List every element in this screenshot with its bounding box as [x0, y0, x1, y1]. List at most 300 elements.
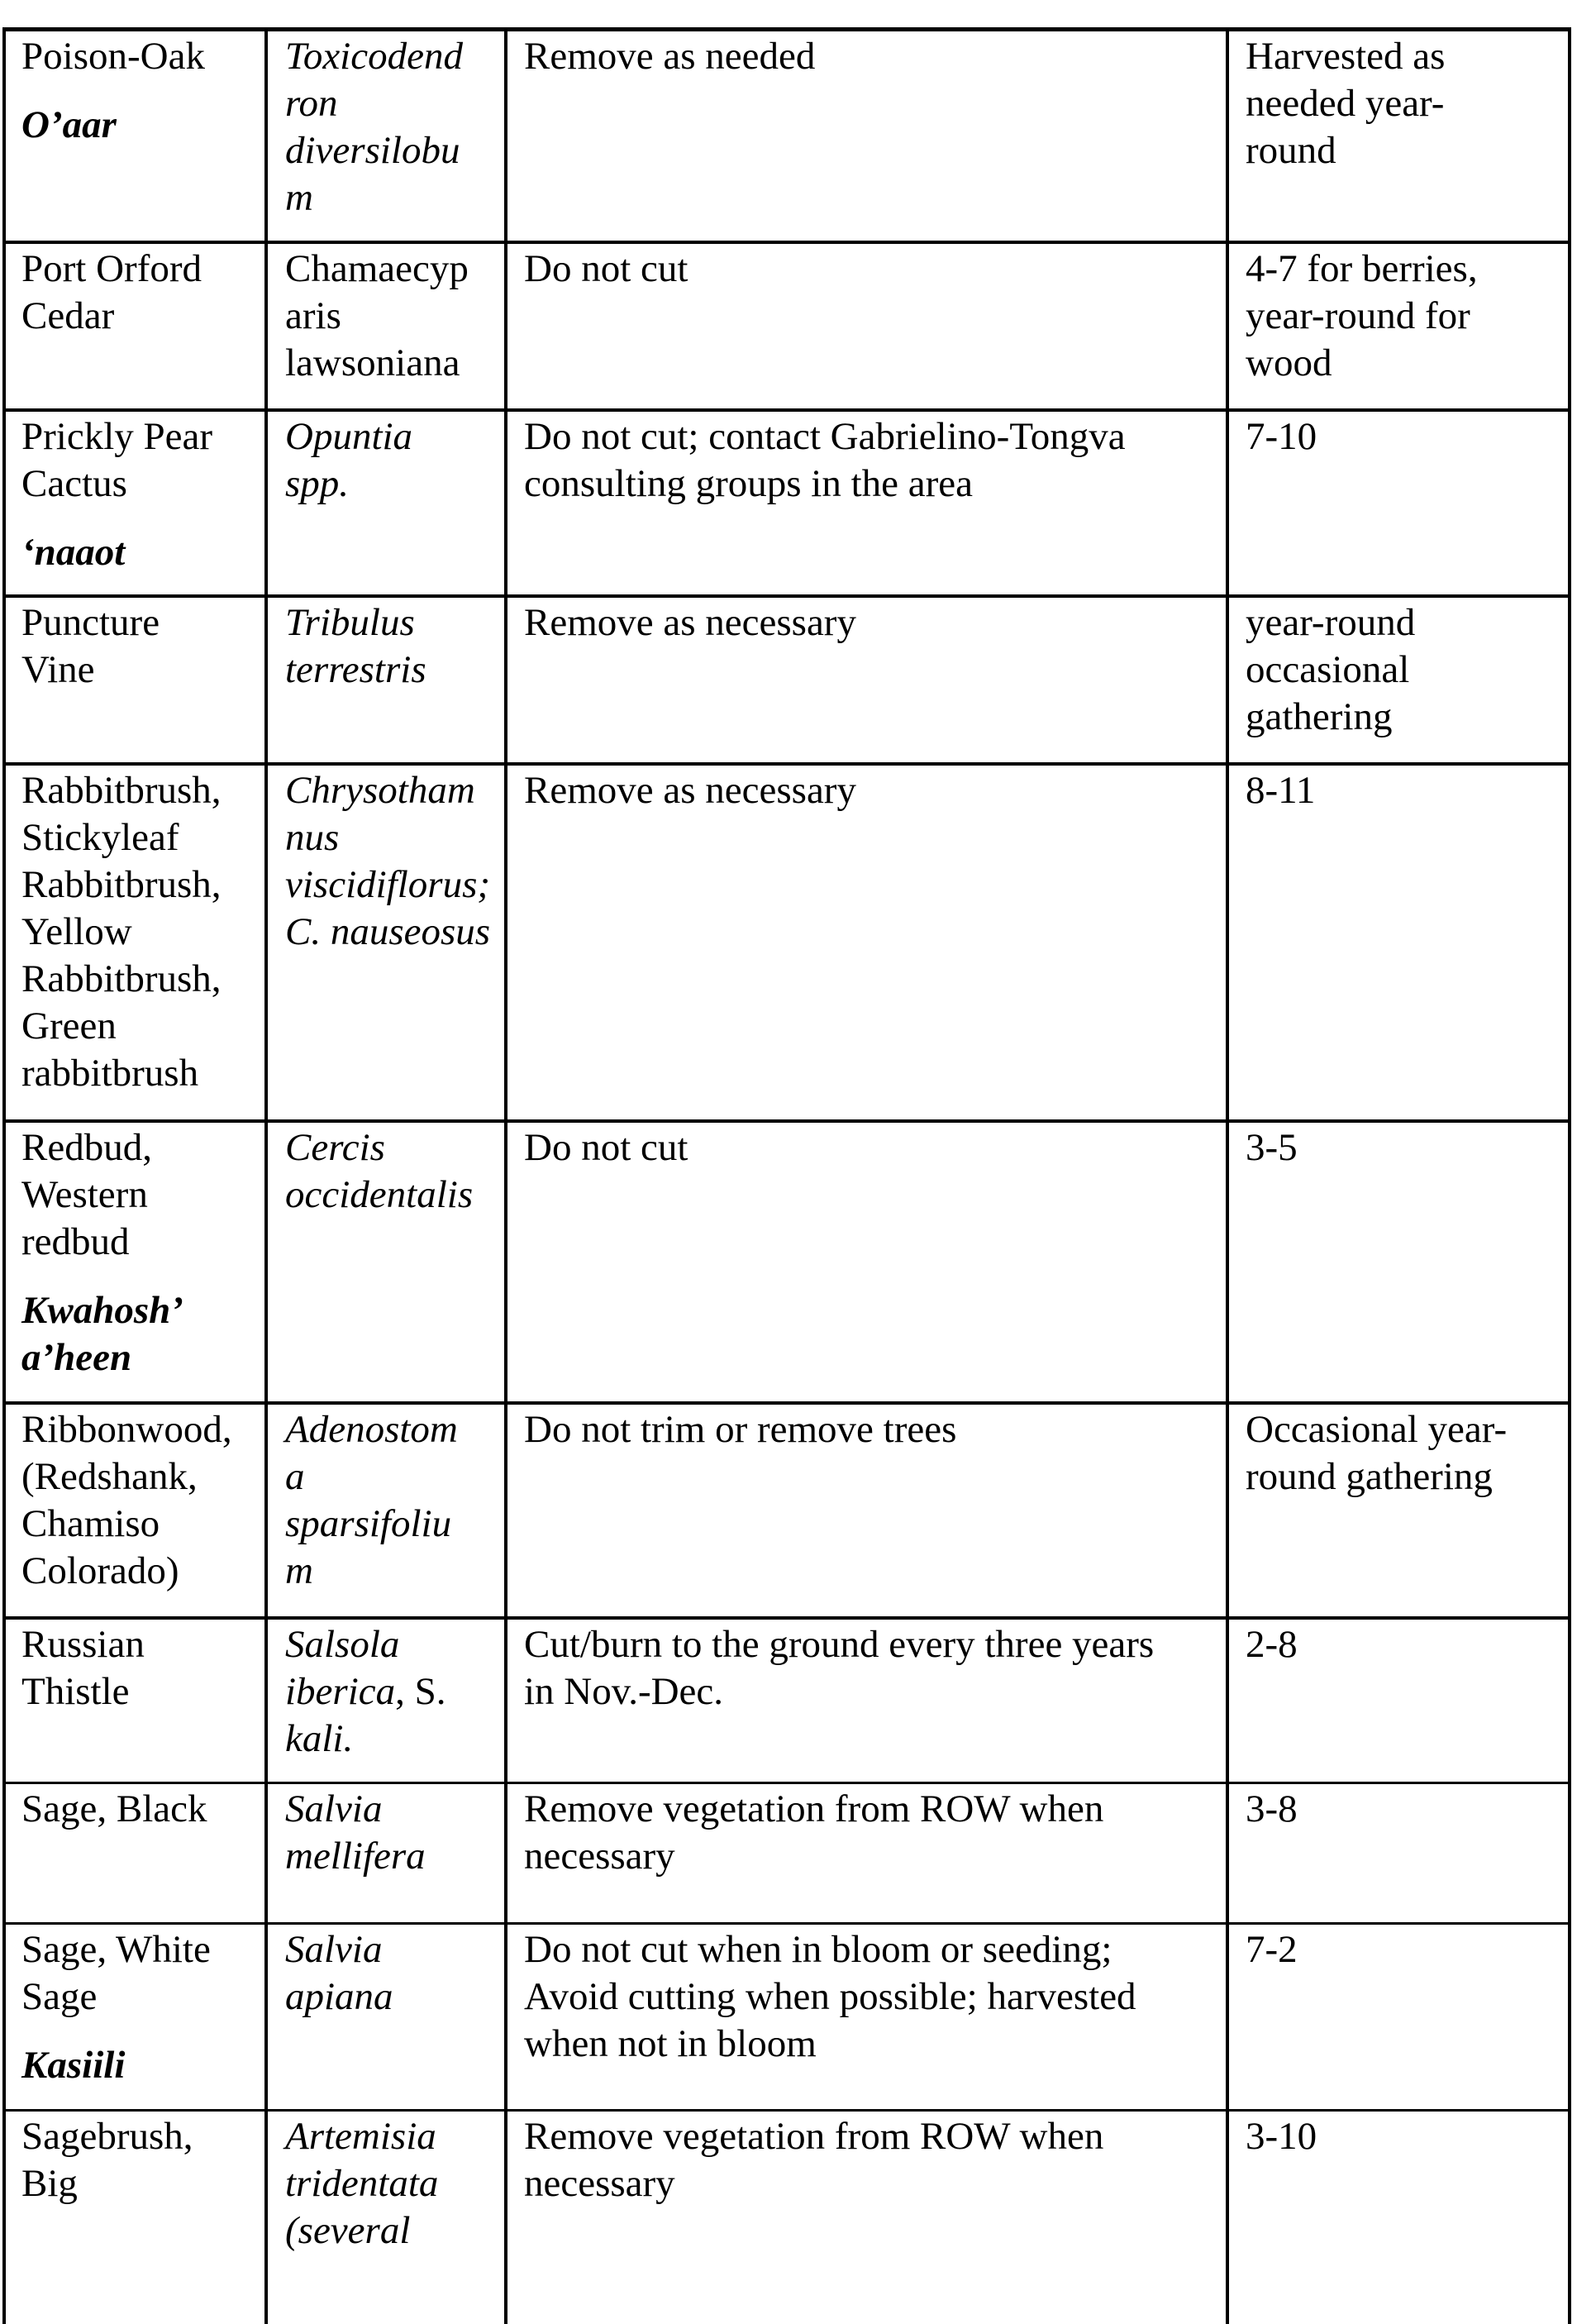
cell-text: Artemisia — [285, 2115, 436, 2158]
table-row — [2, 1616, 1571, 1782]
cell-line — [285, 1973, 504, 2021]
cell-text: Cactus — [21, 462, 127, 505]
cell-text: Ribbonwood, — [21, 1408, 232, 1451]
cell-line — [21, 413, 264, 461]
cell-paragraph — [524, 1926, 1226, 2068]
cell-text: round gathering — [1246, 1455, 1493, 1498]
table-row — [2, 762, 1571, 1119]
cell-line — [285, 1668, 504, 1716]
cell-text: kali. — [285, 1717, 354, 1760]
cell-line — [21, 1501, 264, 1548]
cell-line — [21, 293, 264, 340]
cell-text: gathering — [1246, 695, 1393, 738]
common-name-cell — [2, 31, 264, 241]
cell-line — [1246, 80, 1568, 127]
table-row — [2, 1922, 1571, 2109]
cell-paragraph — [1246, 1406, 1568, 1501]
common-name-cell — [2, 1925, 264, 2109]
cell-text: 4-7 for berries, — [1246, 247, 1478, 290]
cell-line — [524, 767, 1226, 814]
scientific-name-cell — [264, 1620, 504, 1782]
cell-line — [21, 1219, 264, 1266]
cell-line — [1246, 1124, 1568, 1172]
cell-text: mellifera — [285, 1835, 426, 1878]
cell-text: Prickly Pear — [21, 415, 213, 458]
cell-paragraph — [285, 1786, 504, 1880]
cell-line — [1246, 33, 1568, 80]
cell-text: spp. — [285, 462, 350, 505]
common-name-cell — [2, 766, 264, 1119]
cell-paragraph — [21, 1124, 264, 1266]
cell-paragraph — [1246, 413, 1568, 461]
cell-paragraph — [524, 33, 1226, 80]
cell-text: Rabbitbrush, — [21, 863, 222, 906]
cell-text: m — [285, 176, 313, 219]
cell-line — [524, 1406, 1226, 1453]
cell-line — [285, 246, 504, 293]
cell-text: Remove as necessary — [524, 769, 856, 812]
cell-text: Cedar — [21, 294, 115, 337]
cell-line — [285, 174, 504, 222]
cell-line — [285, 814, 504, 861]
cell-line — [1246, 1406, 1568, 1453]
cell-paragraph — [285, 599, 504, 694]
cell-text: sparsifoliu — [285, 1502, 452, 1545]
management-guidance-cell — [504, 1123, 1226, 1401]
cell-line — [524, 1621, 1226, 1668]
management-guidance-cell — [504, 2112, 1226, 2324]
cell-line — [285, 461, 504, 508]
cell-paragraph — [285, 1716, 504, 1763]
cell-line — [524, 1833, 1226, 1880]
cell-paragraph — [285, 767, 504, 861]
cell-text: ron — [285, 82, 338, 125]
cell-line — [1246, 647, 1568, 694]
scientific-name-cell — [264, 598, 504, 762]
common-name-cell — [2, 2112, 264, 2324]
cell-line — [285, 127, 504, 174]
cell-text: consulting groups in the area — [524, 462, 973, 505]
management-guidance-cell — [504, 31, 1226, 241]
table-row — [2, 1119, 1571, 1401]
cell-text: Puncture — [21, 601, 160, 644]
harvest-period-cell — [1226, 2112, 1571, 2324]
cell-line — [524, 413, 1226, 461]
cell-line — [285, 1501, 504, 1548]
cell-text: Big — [21, 2162, 78, 2205]
cell-line — [21, 814, 264, 861]
table-row — [2, 408, 1571, 594]
cell-line — [285, 340, 504, 387]
cell-line — [21, 909, 264, 956]
cell-text: 3-5 — [1246, 1126, 1298, 1169]
cell-paragraph — [21, 413, 264, 508]
cell-line — [21, 1973, 264, 2021]
cell-line — [21, 1621, 264, 1668]
cell-text: Sage — [21, 1975, 98, 2018]
cell-text: Remove vegetation from ROW when — [524, 1787, 1104, 1830]
cell-text: (Redshank, — [21, 1455, 198, 1498]
cell-line — [21, 102, 264, 149]
cell-paragraph — [21, 2042, 264, 2089]
cell-text: Opuntia — [285, 415, 413, 458]
cell-text: wood — [1246, 341, 1332, 384]
scientific-name-cell — [264, 1123, 504, 1401]
cell-line — [524, 1668, 1226, 1716]
cell-text: Do not trim or remove trees — [524, 1408, 957, 1451]
cell-text: 7-10 — [1246, 415, 1317, 458]
common-name-cell — [2, 1405, 264, 1616]
cell-paragraph — [1246, 1786, 1568, 1833]
cell-text: occidentalis — [285, 1173, 474, 1216]
common-name-cell — [2, 244, 264, 408]
cell-line — [21, 33, 264, 80]
cell-paragraph — [524, 1406, 1226, 1453]
cell-paragraph — [21, 1406, 264, 1595]
cell-text: Salvia — [285, 1928, 383, 1971]
common-name-cell — [2, 1123, 264, 1401]
cell-text: lawsoniana — [285, 341, 460, 384]
cell-line — [21, 1548, 264, 1595]
table-row — [2, 241, 1571, 408]
management-guidance-cell — [504, 598, 1226, 762]
table-row — [2, 594, 1571, 762]
cell-paragraph — [524, 1621, 1226, 1716]
cell-paragraph — [21, 767, 264, 1097]
management-guidance-cell — [504, 1784, 1226, 1922]
cell-text: C. nauseosus — [285, 910, 491, 953]
cell-line — [21, 1926, 264, 1973]
cell-line — [21, 1050, 264, 1097]
cell-line — [21, 1287, 264, 1334]
cell-text: 8-11 — [1246, 769, 1316, 812]
cell-paragraph — [21, 529, 264, 576]
cell-paragraph — [285, 1621, 504, 1668]
cell-text: Remove as needed — [524, 35, 816, 78]
cell-line — [1246, 599, 1568, 647]
cell-text: Do not cut — [524, 1126, 688, 1169]
cell-text: Occasional year- — [1246, 1408, 1508, 1451]
cell-line — [524, 2160, 1226, 2207]
cell-line — [21, 861, 264, 909]
cell-paragraph — [1246, 599, 1568, 741]
cell-text: aris — [285, 294, 341, 337]
cell-line — [21, 2042, 264, 2089]
harvest-period-cell — [1226, 1925, 1571, 2109]
cell-text: Yellow — [21, 910, 132, 953]
scientific-name-cell — [264, 2112, 504, 2324]
harvest-period-cell — [1226, 244, 1571, 408]
table-row — [2, 2109, 1571, 2324]
cell-text: Salvia — [285, 1787, 383, 1830]
cell-paragraph — [21, 1287, 264, 1382]
cell-line — [524, 599, 1226, 647]
cell-paragraph — [1246, 1926, 1568, 1973]
cell-text: round — [1246, 129, 1336, 172]
cell-paragraph — [21, 102, 264, 149]
cell-line — [285, 1621, 504, 1668]
cell-line — [524, 1926, 1226, 1973]
cell-line — [285, 33, 504, 80]
cell-line — [1246, 293, 1568, 340]
cell-paragraph — [285, 2113, 504, 2255]
cell-line — [524, 246, 1226, 293]
cell-text: Cercis — [285, 1126, 385, 1169]
cell-text: Thistle — [21, 1670, 130, 1713]
cell-text: Green — [21, 1005, 117, 1047]
cell-line — [285, 2113, 504, 2160]
harvest-period-cell — [1226, 1123, 1571, 1401]
management-guidance-cell — [504, 1925, 1226, 2109]
cell-paragraph — [524, 413, 1226, 508]
management-guidance-cell — [504, 1620, 1226, 1782]
cell-line — [21, 1003, 264, 1050]
cell-text: necessary — [524, 2162, 675, 2205]
harvest-period-cell — [1226, 1405, 1571, 1616]
cell-paragraph — [21, 1621, 264, 1716]
management-guidance-cell — [504, 244, 1226, 408]
scientific-name-cell — [264, 1405, 504, 1616]
cell-text: Chamaecyp — [285, 247, 469, 290]
cell-text: terrestris — [285, 648, 426, 691]
cell-text: Remove as necessary — [524, 601, 856, 644]
cell-line — [285, 647, 504, 694]
cell-paragraph — [524, 246, 1226, 293]
cell-paragraph — [1246, 1124, 1568, 1172]
cell-line — [285, 909, 504, 956]
harvest-period-cell — [1226, 598, 1571, 762]
harvest-period-cell — [1226, 1784, 1571, 1922]
cell-line — [524, 33, 1226, 80]
cell-text: Avoid cutting when possible; harvested — [524, 1975, 1136, 2018]
cell-line — [21, 767, 264, 814]
cell-line — [285, 861, 504, 909]
cell-line — [21, 1172, 264, 1219]
cell-text: when not in bloom — [524, 2022, 817, 2065]
cell-line — [285, 1406, 504, 1453]
cell-line — [285, 293, 504, 340]
cell-text: Chrysotham — [285, 769, 475, 812]
cell-text: Western — [21, 1173, 148, 1216]
cell-paragraph — [21, 246, 264, 340]
cell-text: rabbitbrush — [21, 1052, 199, 1095]
cell-line — [1246, 1926, 1568, 1973]
cell-text: year-round — [1246, 601, 1416, 644]
cell-text: 3-8 — [1246, 1787, 1298, 1830]
cell-text: year-round for — [1246, 294, 1470, 337]
table-row — [2, 1401, 1571, 1616]
cell-line — [1246, 694, 1568, 741]
cell-text: Toxicodend — [285, 35, 463, 78]
cell-line — [1246, 340, 1568, 387]
harvest-period-cell — [1226, 1620, 1571, 1782]
cell-line — [21, 956, 264, 1003]
management-guidance-cell — [504, 766, 1226, 1119]
cell-paragraph — [285, 413, 504, 508]
cell-text: a’heen — [21, 1336, 132, 1379]
cell-line — [285, 1833, 504, 1880]
cell-paragraph — [1246, 33, 1568, 174]
cell-text: Tribulus — [285, 601, 415, 644]
cell-line — [524, 1786, 1226, 1833]
cell-text: Poison-Oak — [21, 35, 205, 78]
cell-text: viscidiflorus; — [285, 863, 491, 906]
cell-line — [21, 1124, 264, 1172]
cell-line — [21, 1668, 264, 1716]
harvest-period-cell — [1226, 412, 1571, 594]
cell-text: Sage, Black — [21, 1787, 207, 1830]
cell-text: Chamiso — [21, 1502, 160, 1545]
cell-text: diversilobu — [285, 129, 460, 172]
cell-paragraph — [1246, 1621, 1568, 1668]
cell-paragraph — [285, 1668, 504, 1716]
cell-text: a — [285, 1455, 305, 1498]
cell-paragraph — [524, 599, 1226, 647]
cell-line — [21, 1334, 264, 1382]
cell-text: Do not cut — [524, 247, 688, 290]
cell-line — [21, 2113, 264, 2160]
cell-paragraph — [21, 1786, 264, 1833]
scientific-name-cell — [264, 1925, 504, 2109]
cell-text: apiana — [285, 1975, 393, 2018]
cell-line — [21, 461, 264, 508]
cell-paragraph — [524, 1786, 1226, 1880]
cell-line — [1246, 127, 1568, 174]
cell-paragraph — [285, 33, 504, 222]
cell-text: (several — [285, 2209, 411, 2252]
scientific-name-cell — [264, 766, 504, 1119]
common-name-cell — [2, 412, 264, 594]
cell-line — [285, 767, 504, 814]
cell-paragraph — [524, 1124, 1226, 1172]
cell-line — [21, 1786, 264, 1833]
cell-line — [21, 2160, 264, 2207]
cell-text: redbud — [21, 1220, 130, 1263]
cell-line — [285, 1548, 504, 1595]
cell-line — [21, 1453, 264, 1501]
cell-text: Redbud, — [21, 1126, 152, 1169]
cell-line — [524, 2113, 1226, 2160]
cell-text: Sage, White — [21, 1928, 211, 1971]
cell-line — [21, 246, 264, 293]
cell-line — [21, 1406, 264, 1453]
cell-line — [524, 1973, 1226, 2021]
cell-text: Rabbitbrush, — [21, 769, 222, 812]
cell-text: O’aar — [21, 103, 117, 146]
cell-paragraph — [21, 599, 264, 694]
cell-paragraph — [1246, 246, 1568, 387]
cell-line — [1246, 767, 1568, 814]
cell-text: Russian — [21, 1623, 145, 1666]
cell-line — [21, 599, 264, 647]
cell-line — [1246, 1786, 1568, 1833]
management-guidance-cell — [504, 1405, 1226, 1616]
cell-line — [524, 461, 1226, 508]
cell-line — [285, 2160, 504, 2207]
cell-text: Colorado) — [21, 1549, 179, 1592]
cell-line — [1246, 1453, 1568, 1501]
table-row — [2, 27, 1571, 241]
cell-line — [1246, 1621, 1568, 1668]
cell-line — [285, 1172, 504, 1219]
cell-text: tridentata — [285, 2162, 439, 2205]
cell-text: necessary — [524, 1835, 675, 1878]
table-row — [2, 1782, 1571, 1922]
cell-text: Remove vegetation from ROW when — [524, 2115, 1104, 2158]
cell-line — [285, 1124, 504, 1172]
cell-text: Cut/burn to the ground every three years — [524, 1623, 1155, 1666]
cell-text: in Nov.-Dec. — [524, 1670, 724, 1713]
cell-paragraph — [524, 2113, 1226, 2207]
cell-paragraph — [285, 1406, 504, 1595]
cell-paragraph — [285, 246, 504, 387]
scientific-name-cell — [264, 412, 504, 594]
common-name-cell — [2, 598, 264, 762]
cell-paragraph — [285, 1926, 504, 2021]
cell-text: nus — [285, 816, 340, 859]
harvest-period-cell — [1226, 766, 1571, 1119]
cell-text: Do not cut when in bloom or seeding; — [524, 1928, 1112, 1971]
cell-text: 3-10 — [1246, 2115, 1317, 2158]
cell-text: needed year- — [1246, 82, 1445, 125]
cell-line — [285, 80, 504, 127]
scientific-name-cell — [264, 1784, 504, 1922]
cell-line — [285, 2207, 504, 2255]
scientific-name-cell — [264, 244, 504, 408]
cell-text: Harvested as — [1246, 35, 1446, 78]
cell-paragraph — [285, 861, 504, 956]
cell-line — [21, 529, 264, 576]
cell-text: Salsola — [285, 1623, 400, 1666]
cell-text: m — [285, 1549, 313, 1592]
cell-text: Do not cut; contact Gabrielino-Tongva — [524, 415, 1126, 458]
cell-line — [285, 413, 504, 461]
cell-line — [285, 599, 504, 647]
cell-text: iberica — [285, 1670, 396, 1713]
cell-line — [285, 1453, 504, 1501]
cell-text: Rabbitbrush, — [21, 957, 222, 1000]
management-guidance-cell — [504, 412, 1226, 594]
scientific-name-cell — [264, 31, 504, 241]
cell-paragraph — [285, 1124, 504, 1219]
cell-text: Kasiili — [21, 2044, 126, 2087]
cell-line — [524, 2021, 1226, 2068]
cell-line — [1246, 246, 1568, 293]
cell-text: Sagebrush, — [21, 2115, 193, 2158]
cell-line — [1246, 413, 1568, 461]
cell-text: Adenostom — [285, 1408, 458, 1451]
cell-text: Port Orford — [21, 247, 202, 290]
cell-text: occasional — [1246, 648, 1410, 691]
cell-line — [285, 1926, 504, 1973]
common-name-cell — [2, 1784, 264, 1922]
cell-text: 7-2 — [1246, 1928, 1298, 1971]
cell-text: ‘naaot — [21, 531, 126, 574]
cell-paragraph — [21, 1926, 264, 2021]
cell-paragraph — [1246, 2113, 1568, 2160]
cell-line — [524, 1124, 1226, 1172]
cell-text: Vine — [21, 648, 95, 691]
cell-paragraph — [1246, 767, 1568, 814]
cell-paragraph — [21, 33, 264, 80]
cell-text: Stickyleaf — [21, 816, 179, 859]
cell-line — [285, 1716, 504, 1763]
cell-paragraph — [524, 767, 1226, 814]
harvest-period-cell — [1226, 31, 1571, 241]
cell-text: 2-8 — [1246, 1623, 1298, 1666]
common-name-cell — [2, 1620, 264, 1782]
cell-line — [1246, 2113, 1568, 2160]
